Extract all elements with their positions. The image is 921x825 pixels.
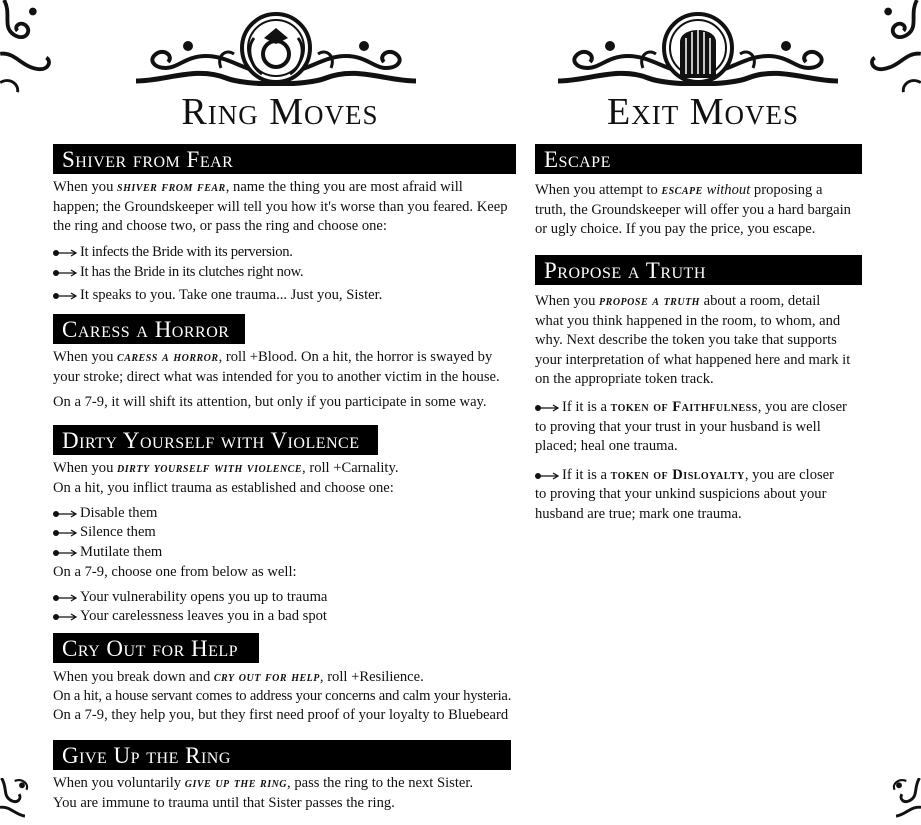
arrow-bullet-icon [535, 471, 559, 481]
propose-line-5: on the appropriate token track. [535, 371, 714, 387]
caress-a-horror-heading: Caress a Horror [53, 314, 245, 344]
escape-heading: Escape [535, 144, 862, 174]
shiver-line-2: happen; the Groundskeeper will tell you how it's worse than you feared. Keep [53, 199, 508, 215]
cry-line-2: On a hit, a house servant comes to address your concerns and calm your hysteria. [53, 688, 512, 704]
caress-line-2: your stroke; direct what was intended for you to another victim in the house. [53, 369, 500, 385]
arrow-bullet-icon [53, 509, 77, 519]
give-line-1: When you voluntarily give up the ring, pass the ring to the next Sister. [53, 775, 474, 791]
list-item: It has the Bride in its clutches right now. [53, 263, 303, 283]
arrow-bullet-icon [53, 268, 77, 278]
cry-line-3: On a 7-9, they help you, but they first need proof of your loyalty to Bluebeard [53, 707, 509, 723]
give-line-2: You are immune to trauma until that Sister passes the ring. [53, 795, 395, 811]
propose-line-2: what you think happened in the room, to whom, and [535, 313, 841, 329]
give-up-the-ring-heading: Give Up the Ring [53, 740, 511, 770]
faithfulness-line-3: placed; heal one trauma. [535, 438, 678, 454]
list-item: Your carelessness leaves you in a bad spot [53, 607, 327, 627]
cry-line-1: When you break down and cry out for help, roll +Resilience. [53, 669, 424, 685]
propose-a-truth-heading: Propose a Truth [535, 255, 862, 285]
list-item: Mutilate them [53, 543, 162, 563]
dirty-line-2: On a hit, you inflict trauma as established and choose one: [53, 480, 394, 496]
arrow-bullet-icon [53, 528, 77, 538]
propose-line-1: When you propose a truth about a room, detail [535, 293, 821, 309]
arrow-bullet-icon [53, 291, 77, 301]
disloyalty-line-2: to proving that your unkind suspicions about your [535, 486, 827, 502]
arrow-bullet-icon [53, 248, 77, 258]
list-item: It infects the Bride with its perversion. [53, 243, 293, 263]
escape-line-3: or ugly choice. If you pay the price, you escape. [535, 221, 816, 237]
disloyalty-line-1: If it is a token of Disloyalty, you are closer [535, 466, 834, 486]
faithfulness-line-2: to proving that your trust in your husband is well [535, 419, 821, 435]
arrow-bullet-icon [53, 548, 77, 558]
arrow-bullet-icon [535, 403, 559, 413]
shiver-line-3: the ring and choose two, or pass the ring and choose one: [53, 218, 387, 234]
exit-moves-title: Exit Moves [607, 91, 799, 133]
caress-line-3: On a 7-9, it will shift its attention, but only if you participate in some way. [53, 394, 487, 410]
escape-line-1: When you attempt to escape without proposing a [535, 182, 823, 198]
propose-line-3: why. Next describe the token you take that supports [535, 332, 837, 348]
list-item: Silence them [53, 523, 156, 543]
caress-line-1: When you caress a horror, roll +Blood. On a hit, the horror is swayed by [53, 349, 493, 365]
dirty-line-1: When you dirty yourself with violence, roll +Carnality. [53, 460, 399, 476]
dirty-yourself-heading: Dirty Yourself with Violence [53, 425, 378, 455]
propose-line-4: your interpretation of what happened here and mark it [535, 352, 851, 368]
list-item: Disable them [53, 504, 157, 524]
corner-ornament-top-right-icon [863, 0, 921, 96]
list-item: Your vulnerability opens you up to trauma [53, 588, 327, 608]
corner-ornament-bottom-left-icon [0, 775, 44, 825]
ring-moves-title: Ring Moves [181, 91, 379, 133]
shiver-from-fear-heading: Shiver from Fear [53, 144, 516, 174]
cry-out-for-help-heading: Cry Out for Help [53, 633, 259, 663]
door-crest-icon [548, 8, 848, 88]
shiver-line-1: When you shiver from fear, name the thing you are most afraid will [53, 179, 463, 195]
corner-ornament-bottom-right-icon [877, 775, 921, 825]
arrow-bullet-icon [53, 612, 77, 622]
escape-line-2: truth, the Groundskeeper will offer you a hard bargain [535, 202, 851, 218]
disloyalty-line-3: husband are true; mark one trauma. [535, 506, 742, 522]
arrow-bullet-icon [53, 593, 77, 603]
dirty-line-3: On a 7-9, choose one from below as well: [53, 564, 297, 580]
faithfulness-line-1: If it is a token of Faithfulness, you are closer [535, 398, 847, 418]
ring-crest-icon [126, 8, 426, 88]
list-item: It speaks to you. Take one trauma... Just you, Sister. [53, 286, 382, 306]
corner-ornament-top-left-icon [0, 0, 58, 96]
